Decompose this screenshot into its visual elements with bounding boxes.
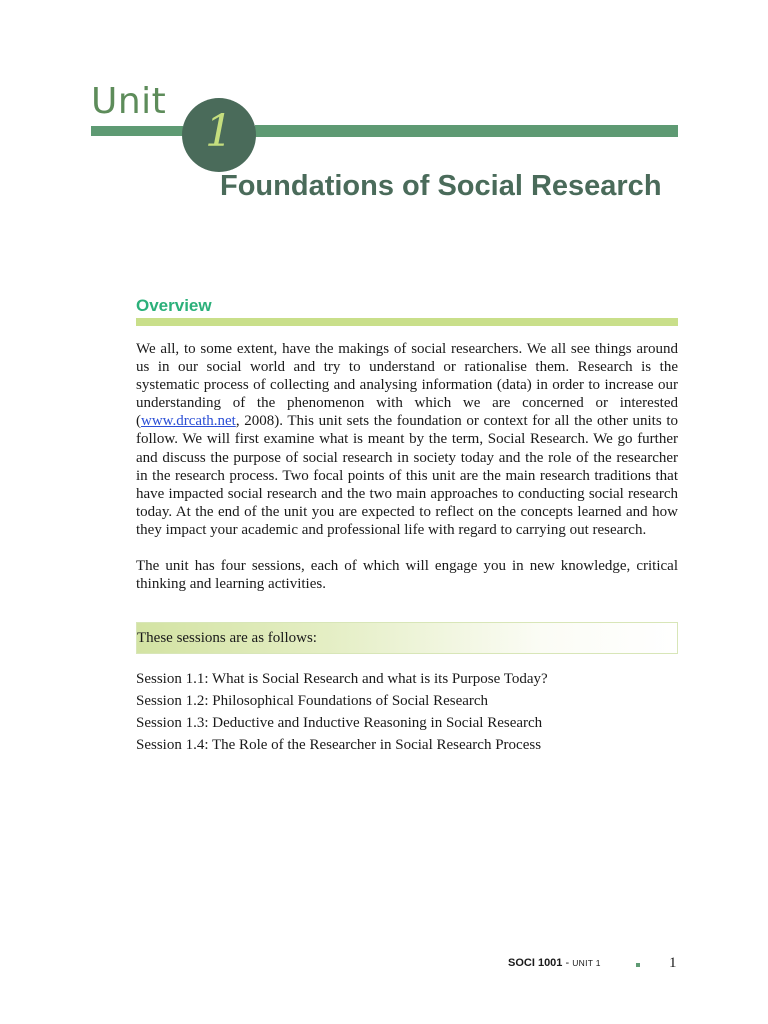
footer-bullet-icon: [636, 963, 640, 967]
unit-title: Foundations of Social Research: [220, 170, 662, 202]
overview-paragraph-1-text-before: We all, to some extent, have the makings of social researchers. We all see things around us in our social world and try to understand or rationalise them. Research is the systematic process of collecting and analysing information (data) in order to increase our understanding of the phenomenon with which we are concerned or interested (: [136, 341, 678, 430]
sessions-callout-label: These sessions are as follows:: [137, 629, 317, 646]
page-number: 1: [669, 955, 677, 971]
session-list: [136, 669, 548, 757]
unit-bar-right: [255, 125, 678, 137]
unit-word: Unit: [91, 81, 167, 122]
overview-paragraph-1: [136, 340, 678, 539]
footer-separator: -: [562, 957, 573, 969]
unit-number: 1: [205, 106, 233, 157]
footer-unit-label: UNIT 1: [572, 958, 601, 968]
overview-heading: Overview: [136, 296, 212, 315]
unit-bar-left: [91, 126, 183, 136]
footer-course-code: SOCI 1001: [508, 957, 563, 969]
page-footer: [0, 955, 768, 975]
unit-number-badge: [182, 98, 256, 172]
session-item: Session 1.2: Philosophical Foundations of Social Research: [136, 693, 489, 709]
footer-course-label: [508, 957, 601, 969]
overview-paragraph-1-text-after: , 2008). This unit sets the foundation or context for all the other units to follow. We will first examine what is meant by the term, Social Research. We go further and discuss the purpose of social research in society today and the role of the researcher in the research process. Two focal points of this unit are the main research traditions that have impacted social research and the two main approaches to conducting social research today. At the end of the unit you are expected to reflect on the concepts learned and how they impact your academic and professional life with regard to carrying out research.: [136, 413, 678, 538]
drcath-link[interactable]: www.drcath.net: [141, 413, 236, 430]
session-item: Session 1.3: Deductive and Inductive Reasoning in Social Research: [136, 715, 543, 731]
overview-paragraph-2: The unit has four sessions, each of which will engage you in new knowledge, critical thinking and learning activities.: [136, 558, 678, 593]
session-item: Session 1.4: The Role of the Researcher in Social Research Process: [136, 737, 542, 753]
overview-rule: [136, 318, 678, 326]
session-item: Session 1.1: What is Social Research and what is its Purpose Today?: [136, 671, 548, 687]
sessions-callout: [136, 622, 678, 654]
